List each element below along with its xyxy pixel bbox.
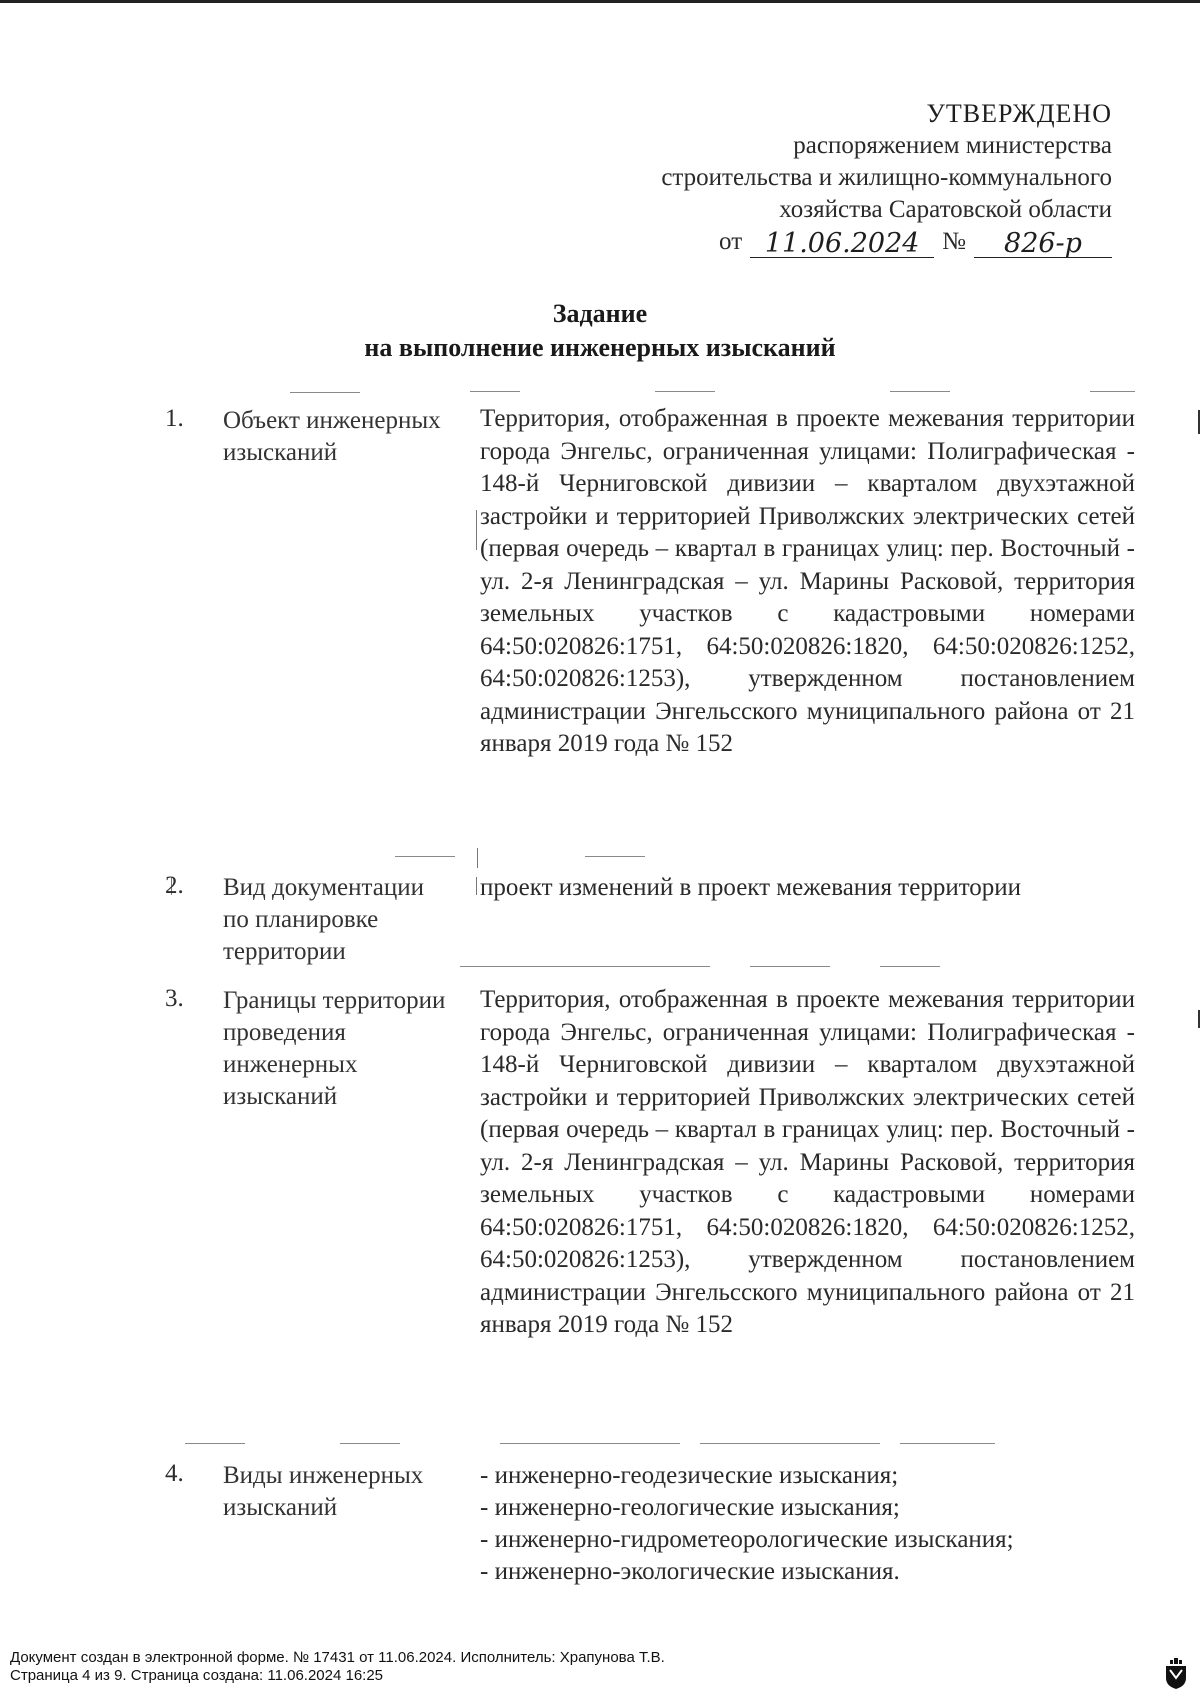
table-rule bbox=[476, 877, 477, 895]
table-rule bbox=[700, 1443, 880, 1444]
table-rule bbox=[477, 848, 478, 868]
item-label: Виды инженерных изысканий bbox=[223, 1462, 424, 1521]
approval-line: строительства и жилищно-коммунального bbox=[661, 164, 1112, 191]
item-value: Территория, отображенная в проекте межевания территории города Энгельс, ограниченная улицами: Полиграфическая - 148-й Черниговской дивизии – кварталом двухэтажной застройки и территорией Приволжских электрических сетей (первая очередь – квартал в границах улиц: пер. Восточный - ул. 2-я Ленинградская – ул. Марины Расковой, территория земельных участков с кадастровыми номерами 64:50:020826:1751, 64:50:020826:1820, 64:50:020826:1252, 64:50:020826:1253), утвержденном постановлением администрации Энгельсского муниципального района от 21 января 2019 года № 152 bbox=[480, 405, 1135, 757]
table-rule bbox=[1090, 391, 1135, 392]
table-rule bbox=[655, 391, 715, 392]
table-rule bbox=[900, 1443, 995, 1444]
date-prefix: от bbox=[719, 228, 743, 255]
table-rule bbox=[476, 510, 477, 550]
approval-number-handwritten: 826-р bbox=[974, 231, 1112, 258]
table-rule bbox=[340, 1443, 400, 1444]
item-value: проект изменений в проект межевания территории bbox=[480, 874, 1022, 901]
item-number: 2. bbox=[165, 872, 184, 899]
number-prefix: № bbox=[942, 228, 966, 255]
item-number: 3. bbox=[165, 985, 184, 1012]
scan-top-border bbox=[0, 0, 1200, 3]
list-item: - инженерно-гидрометеорологические изыскания; bbox=[480, 1526, 1014, 1553]
table-rule bbox=[460, 966, 710, 967]
table-rule bbox=[185, 1443, 245, 1444]
table-rule bbox=[890, 391, 950, 392]
list-item: - инженерно-экологические изыскания. bbox=[480, 1558, 900, 1585]
table-rule bbox=[290, 392, 360, 393]
approval-date-line bbox=[661, 226, 1112, 258]
table-rule bbox=[470, 391, 520, 392]
approval-line: хозяйства Саратовской области bbox=[779, 196, 1112, 223]
electronic-document-footer bbox=[10, 1649, 665, 1685]
table-rule bbox=[750, 966, 830, 967]
item-value: Территория, отображенная в проекте межевания территории города Энгельс, ограниченная улицами: Полиграфическая - 148-й Черниговской дивизии – кварталом двухэтажной застройки и территорией Приволжских электрических сетей (первая очередь – квартал в границах улиц: пер. Восточный - ул. 2-я Ленинградская – ул. Марины Расковой, территория земельных участков с кадастровыми номерами 64:50:020826:1751, 64:50:020826:1820, 64:50:020826:1252, 64:50:020826:1253), утвержденном постановлением администрации Энгельсского муниципального района от 21 января 2019 года № 152 bbox=[480, 986, 1135, 1338]
item-number: 4. bbox=[165, 1460, 184, 1487]
item-label: Объект инженерных изысканий bbox=[223, 407, 441, 466]
footer-line: Документ создан в электронной форме. № 17431 от 11.06.2024. Исполнитель: Храпунова Т.В. bbox=[10, 1649, 665, 1666]
footer-line: Страница 4 из 9. Страница создана: 11.06.2024 16:25 bbox=[10, 1667, 384, 1684]
table-rule bbox=[395, 856, 455, 857]
item-label: Границы территории проведения инженерных изысканий bbox=[223, 987, 446, 1110]
approval-title: УТВЕРЖДЕНО bbox=[926, 99, 1112, 128]
list-item: - инженерно-геодезические изыскания; bbox=[480, 1462, 899, 1489]
table-rule bbox=[500, 1443, 680, 1444]
list-item: - инженерно-геологические изыскания; bbox=[480, 1494, 900, 1521]
document-title: Задание bbox=[552, 299, 648, 328]
survey-types-list bbox=[480, 1460, 1135, 1588]
document-subtitle: на выполнение инженерных изысканий bbox=[364, 333, 836, 362]
approval-block bbox=[661, 98, 1112, 258]
table-rule bbox=[880, 966, 940, 967]
item-label: Вид документации по планировке территории bbox=[223, 874, 424, 965]
item-number: 1. bbox=[165, 405, 184, 432]
table-rule bbox=[585, 856, 645, 857]
approval-line: распоряжением министерства bbox=[793, 132, 1112, 159]
coat-of-arms-icon bbox=[1164, 1656, 1188, 1690]
approval-date-handwritten: 11.06.2024 bbox=[750, 231, 934, 258]
